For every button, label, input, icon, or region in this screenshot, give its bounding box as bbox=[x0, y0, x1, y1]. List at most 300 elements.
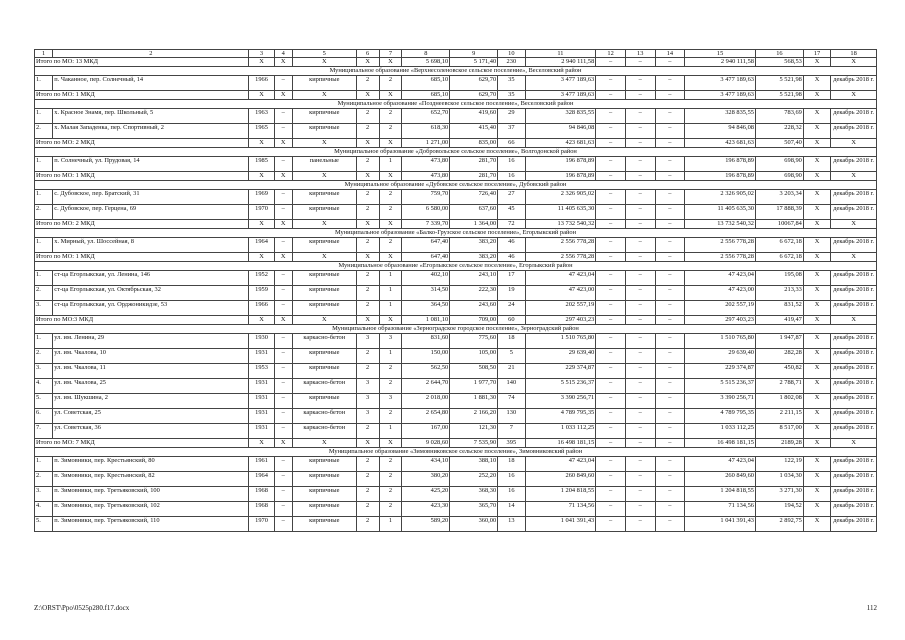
table-cell: кирпичные bbox=[292, 109, 356, 124]
table-cell: 3 bbox=[379, 394, 402, 409]
table-cell: 150,00 bbox=[402, 349, 450, 364]
table-cell: 1964 bbox=[249, 472, 274, 487]
table-cell: – bbox=[625, 439, 655, 448]
table-cell: X bbox=[831, 253, 877, 262]
table-cell: кирпичные bbox=[292, 364, 356, 379]
table-cell: – bbox=[625, 58, 655, 67]
table-cell: – bbox=[625, 334, 655, 349]
table-cell: X bbox=[274, 253, 292, 262]
table-cell: 1 364,00 bbox=[450, 220, 498, 229]
table-cell: декабрь 2018 г. bbox=[831, 334, 877, 349]
table-cell: 3. bbox=[35, 301, 53, 316]
table-cell: X bbox=[274, 439, 292, 448]
table-cell: 8 bbox=[402, 50, 450, 58]
table-cell: 1 041 391,43 bbox=[685, 517, 756, 532]
table-cell: 647,40 bbox=[402, 253, 450, 262]
table-cell: 1 081,10 bbox=[402, 316, 450, 325]
table-cell: 1970 bbox=[249, 517, 274, 532]
table-cell: – bbox=[596, 58, 626, 67]
table-cell: – bbox=[655, 409, 685, 424]
table-cell: 831,52 bbox=[755, 301, 803, 316]
table-cell: – bbox=[625, 502, 655, 517]
table-cell: 2 bbox=[379, 190, 402, 205]
table-cell: 24 bbox=[498, 301, 525, 316]
table-cell: каркасно-бетон bbox=[292, 334, 356, 349]
table-cell: 196 878,89 bbox=[685, 172, 756, 181]
table-cell: 618,30 bbox=[402, 124, 450, 139]
subtotal-row bbox=[35, 172, 877, 181]
table-cell: X bbox=[379, 139, 402, 148]
table-cell: декабрь 2018 г. bbox=[831, 409, 877, 424]
table-cell: Итого по МО:3 МКД bbox=[35, 316, 249, 325]
table-cell: 47 423,04 bbox=[525, 271, 596, 286]
table-cell: 1968 bbox=[249, 487, 274, 502]
table-cell: – bbox=[596, 457, 626, 472]
table-row bbox=[35, 517, 877, 532]
table-cell: – bbox=[596, 472, 626, 487]
table-row bbox=[35, 109, 877, 124]
table-cell: 130 bbox=[498, 409, 525, 424]
table-cell: 16 bbox=[755, 50, 803, 58]
table-cell: 3 bbox=[356, 379, 379, 394]
table-cell: 2 556 778,28 bbox=[685, 253, 756, 262]
table-cell: – bbox=[274, 286, 292, 301]
table-cell: – bbox=[625, 394, 655, 409]
table-cell: – bbox=[596, 124, 626, 139]
table-cell: декабрь 2018 г. bbox=[831, 301, 877, 316]
table-cell: – bbox=[596, 205, 626, 220]
table-row bbox=[35, 502, 877, 517]
table-cell: 229 374,87 bbox=[525, 364, 596, 379]
table-cell: – bbox=[596, 349, 626, 364]
table-row bbox=[35, 205, 877, 220]
footer-file-path: Z:\ORST\Ppo\0525p280.f17.docx bbox=[34, 604, 130, 612]
table-cell: 3 477 189,63 bbox=[685, 91, 756, 100]
table-cell: каркасно-бетон bbox=[292, 379, 356, 394]
table-cell: – bbox=[596, 220, 626, 229]
table-cell: 2. bbox=[35, 205, 53, 220]
table-cell: – bbox=[274, 517, 292, 532]
table-row bbox=[35, 124, 877, 139]
table-cell: 637,60 bbox=[450, 205, 498, 220]
table-cell: 473,80 bbox=[402, 172, 450, 181]
table-cell: 2 556 778,28 bbox=[525, 253, 596, 262]
table-cell: декабрь 2018 г. bbox=[831, 502, 877, 517]
table-cell: Муниципальное образование «Позднеевское сельское поселение», Веселовский район bbox=[35, 100, 877, 109]
table-cell: ул. им. Чкалова, 10 bbox=[53, 349, 249, 364]
table-cell: Итого по МО: 7 МКД bbox=[35, 439, 249, 448]
table-cell: 3 477 189,63 bbox=[525, 76, 596, 91]
table-cell: X bbox=[249, 253, 274, 262]
table-cell: панельные bbox=[292, 157, 356, 172]
table-cell: декабрь 2018 г. bbox=[831, 379, 877, 394]
table-cell: – bbox=[274, 472, 292, 487]
table-cell: – bbox=[655, 205, 685, 220]
table-row bbox=[35, 238, 877, 253]
table-cell: 194,52 bbox=[755, 502, 803, 517]
table-cell: 1. bbox=[35, 157, 53, 172]
table-cell: X bbox=[803, 109, 830, 124]
table-cell: – bbox=[274, 238, 292, 253]
table-cell: 9 028,60 bbox=[402, 439, 450, 448]
table-cell: кирпичные bbox=[292, 286, 356, 301]
table-cell: 365,70 bbox=[450, 502, 498, 517]
table-cell: 402,10 bbox=[402, 271, 450, 286]
table-cell: 709,00 bbox=[450, 316, 498, 325]
table-cell: 1 204 818,55 bbox=[525, 487, 596, 502]
table-cell: декабрь 2018 г. bbox=[831, 190, 877, 205]
table-cell: ст-ца Егорлыкская, ул. Октябрьская, 32 bbox=[53, 286, 249, 301]
table-cell: 383,20 bbox=[450, 253, 498, 262]
table-cell: 14 bbox=[498, 502, 525, 517]
table-cell: 47 423,00 bbox=[525, 286, 596, 301]
table-cell: X bbox=[249, 139, 274, 148]
table-cell: X bbox=[831, 91, 877, 100]
table-cell: Итого по МО: 2 МКД bbox=[35, 139, 249, 148]
table-cell: 14 bbox=[655, 50, 685, 58]
table-cell: 2 bbox=[356, 271, 379, 286]
region-heading-row bbox=[35, 100, 877, 109]
table-cell: 1. bbox=[35, 109, 53, 124]
table-cell: ул. Советская, 25 bbox=[53, 409, 249, 424]
table-cell: X bbox=[803, 190, 830, 205]
table-cell: 508,50 bbox=[450, 364, 498, 379]
table-cell: 3 390 256,71 bbox=[525, 394, 596, 409]
table-cell: Муниципальное образование «Добровольское сельское поселение», Волгодонской район bbox=[35, 148, 877, 157]
table-cell: 4 789 795,35 bbox=[685, 409, 756, 424]
table-cell: 13 732 540,32 bbox=[525, 220, 596, 229]
table-cell: 4. bbox=[35, 379, 53, 394]
table-cell: 2 bbox=[356, 157, 379, 172]
table-cell: кирпичные bbox=[292, 76, 356, 91]
table-cell: – bbox=[625, 238, 655, 253]
table-cell: 5 bbox=[292, 50, 356, 58]
table-cell: X bbox=[379, 439, 402, 448]
table-cell: 1 bbox=[379, 157, 402, 172]
table-cell: X bbox=[803, 349, 830, 364]
table-cell: X bbox=[292, 439, 356, 448]
table-cell: 1970 bbox=[249, 205, 274, 220]
table-cell: X bbox=[249, 91, 274, 100]
table-cell: X bbox=[803, 517, 830, 532]
table-cell: 1 271,00 bbox=[402, 139, 450, 148]
table-cell: 831,60 bbox=[402, 334, 450, 349]
table-cell: X bbox=[292, 139, 356, 148]
table-cell: – bbox=[274, 487, 292, 502]
table-cell: 1952 bbox=[249, 271, 274, 286]
table-cell: X bbox=[803, 472, 830, 487]
table-row bbox=[35, 271, 877, 286]
table-cell: X bbox=[249, 220, 274, 229]
table-cell: X bbox=[803, 439, 830, 448]
table-cell: 167,00 bbox=[402, 424, 450, 439]
table-cell: X bbox=[803, 139, 830, 148]
table-cell: 71 134,56 bbox=[685, 502, 756, 517]
table-cell: кирпичные bbox=[292, 205, 356, 220]
table-cell: кирпичные bbox=[292, 271, 356, 286]
table-cell: 7 bbox=[498, 424, 525, 439]
table-cell: 16 bbox=[498, 472, 525, 487]
table-cell: 568,53 bbox=[755, 58, 803, 67]
table-cell: 1966 bbox=[249, 76, 274, 91]
table-cell: 13 bbox=[625, 50, 655, 58]
table-cell: 2 bbox=[379, 457, 402, 472]
table-cell: 105,00 bbox=[450, 349, 498, 364]
table-cell: – bbox=[596, 394, 626, 409]
table-cell: 4 bbox=[274, 50, 292, 58]
table-cell: X bbox=[803, 124, 830, 139]
table-cell: 2. bbox=[35, 124, 53, 139]
subtotal-row bbox=[35, 91, 877, 100]
table-cell: декабрь 2018 г. bbox=[831, 517, 877, 532]
table-cell: – bbox=[655, 109, 685, 124]
table-cell: 29 639,40 bbox=[685, 349, 756, 364]
table-cell: 419,60 bbox=[450, 109, 498, 124]
table-cell: Итого по МО: 2 МКД bbox=[35, 220, 249, 229]
table-cell: – bbox=[274, 457, 292, 472]
table-row bbox=[35, 76, 877, 91]
table-cell: 243,10 bbox=[450, 271, 498, 286]
table-cell: 2 bbox=[379, 487, 402, 502]
table-cell: 423,30 bbox=[402, 502, 450, 517]
table-cell: 562,50 bbox=[402, 364, 450, 379]
table-cell: – bbox=[596, 439, 626, 448]
table-cell: 7. bbox=[35, 424, 53, 439]
table-cell: 2 bbox=[356, 349, 379, 364]
table-cell: – bbox=[274, 205, 292, 220]
table-cell: 1 bbox=[379, 517, 402, 532]
table-cell: – bbox=[625, 253, 655, 262]
table-cell: X bbox=[356, 316, 379, 325]
table-cell: декабрь 2018 г. bbox=[831, 76, 877, 91]
table-cell: X bbox=[249, 172, 274, 181]
table-cell: 27 bbox=[498, 190, 525, 205]
table-cell: 1969 bbox=[249, 190, 274, 205]
table-cell: – bbox=[274, 124, 292, 139]
table-cell: – bbox=[625, 271, 655, 286]
table-cell: 1968 bbox=[249, 502, 274, 517]
table-cell: 140 bbox=[498, 379, 525, 394]
table-cell: кирпичные bbox=[292, 238, 356, 253]
table-cell: 5 bbox=[498, 349, 525, 364]
table-cell: – bbox=[625, 301, 655, 316]
table-cell: декабрь 2018 г. bbox=[831, 364, 877, 379]
table-cell: х. Малая Западенка, пер. Спортивный, 2 bbox=[53, 124, 249, 139]
table-cell: – bbox=[596, 334, 626, 349]
table-cell: X bbox=[292, 253, 356, 262]
table-cell: – bbox=[655, 439, 685, 448]
region-heading-row bbox=[35, 181, 877, 190]
table-cell: 2 940 111,58 bbox=[525, 58, 596, 67]
table-cell: – bbox=[625, 517, 655, 532]
table-cell: – bbox=[596, 487, 626, 502]
table-cell: – bbox=[596, 190, 626, 205]
table-cell: декабрь 2018 г. bbox=[831, 472, 877, 487]
table-cell: 1 bbox=[379, 424, 402, 439]
table-cell: – bbox=[655, 472, 685, 487]
table-cell: – bbox=[596, 109, 626, 124]
table-cell: X bbox=[803, 205, 830, 220]
table-cell: 2 788,71 bbox=[755, 379, 803, 394]
table-cell: 423 681,63 bbox=[685, 139, 756, 148]
table-cell: Итого по МО: 1 МКД bbox=[35, 172, 249, 181]
table-cell: – bbox=[596, 517, 626, 532]
table-cell: декабрь 2018 г. bbox=[831, 424, 877, 439]
table-cell: X bbox=[803, 457, 830, 472]
table-cell: 5 698,10 bbox=[402, 58, 450, 67]
table-cell: 1953 bbox=[249, 364, 274, 379]
table-cell: 2 bbox=[356, 472, 379, 487]
table-cell: Муниципальное образование «Зимовниковское сельское поселение», Зимовниковский район bbox=[35, 448, 877, 457]
table-cell: 1963 bbox=[249, 109, 274, 124]
table-cell: 647,40 bbox=[402, 238, 450, 253]
table-cell: 2 bbox=[356, 487, 379, 502]
table-cell: 652,70 bbox=[402, 109, 450, 124]
table-cell: X bbox=[274, 139, 292, 148]
table-cell: 775,60 bbox=[450, 334, 498, 349]
table-cell: п. Зимовники, пер. Крестьянский, 82 bbox=[53, 472, 249, 487]
table-cell: X bbox=[356, 439, 379, 448]
region-heading-row bbox=[35, 325, 877, 334]
table-cell: 47 423,04 bbox=[525, 457, 596, 472]
table-cell: – bbox=[274, 271, 292, 286]
table-row bbox=[35, 409, 877, 424]
table-cell: декабрь 2018 г. bbox=[831, 157, 877, 172]
table-cell: – bbox=[274, 409, 292, 424]
region-heading-row bbox=[35, 67, 877, 76]
table-cell: 3 bbox=[356, 394, 379, 409]
table-cell: – bbox=[655, 157, 685, 172]
table-cell: 35 bbox=[498, 91, 525, 100]
table-cell: 1 204 818,55 bbox=[685, 487, 756, 502]
table-cell: 2 bbox=[379, 364, 402, 379]
table-cell: – bbox=[596, 271, 626, 286]
table-cell: 29 bbox=[498, 109, 525, 124]
table-cell: декабрь 2018 г. bbox=[831, 205, 877, 220]
table-cell: – bbox=[596, 76, 626, 91]
table-cell: 6 580,00 bbox=[402, 205, 450, 220]
table-cell: 260 849,60 bbox=[525, 472, 596, 487]
table-cell: кирпичные bbox=[292, 472, 356, 487]
table-cell: X bbox=[379, 58, 402, 67]
table-cell: 698,90 bbox=[755, 157, 803, 172]
table-cell: кирпичные bbox=[292, 124, 356, 139]
table-cell: декабрь 2018 г. bbox=[831, 349, 877, 364]
table-cell: X bbox=[274, 316, 292, 325]
table-cell: 281,70 bbox=[450, 172, 498, 181]
table-cell: Муниципальное образование «Балко-Грузское сельское поселение», Егорлыкский район bbox=[35, 229, 877, 238]
table-cell: X bbox=[249, 439, 274, 448]
table-cell: X bbox=[274, 220, 292, 229]
table-cell: 5. bbox=[35, 394, 53, 409]
table-cell: – bbox=[655, 190, 685, 205]
table-cell: X bbox=[356, 220, 379, 229]
table-cell: X bbox=[274, 58, 292, 67]
table-cell: X bbox=[803, 91, 830, 100]
table-cell: X bbox=[379, 172, 402, 181]
table-cell: 122,19 bbox=[755, 457, 803, 472]
table-cell: 11 bbox=[525, 50, 596, 58]
table-cell: 6 672,18 bbox=[755, 238, 803, 253]
table-cell: 368,30 bbox=[450, 487, 498, 502]
table-cell: 228,32 bbox=[755, 124, 803, 139]
table-cell: Муниципальное образование «Верхнесоленовское сельское поселение», Веселовский район bbox=[35, 67, 877, 76]
table-cell: 196 878,89 bbox=[685, 157, 756, 172]
table-cell: 2 bbox=[356, 238, 379, 253]
subtotal-row bbox=[35, 316, 877, 325]
table-cell: – bbox=[655, 124, 685, 139]
table-cell: 2 556 778,28 bbox=[685, 238, 756, 253]
table-cell: – bbox=[625, 424, 655, 439]
column-number-row bbox=[35, 50, 877, 58]
table-cell: 7 535,90 bbox=[450, 439, 498, 448]
table-cell: Итого по МО: 1 МКД bbox=[35, 253, 249, 262]
table-cell: 16 498 181,15 bbox=[525, 439, 596, 448]
table-cell: – bbox=[655, 364, 685, 379]
table-cell: 1 977,70 bbox=[450, 379, 498, 394]
table-cell: 419,47 bbox=[755, 316, 803, 325]
table-row bbox=[35, 379, 877, 394]
table-cell: 629,70 bbox=[450, 76, 498, 91]
table-cell: 2 892,75 bbox=[755, 517, 803, 532]
table-cell: – bbox=[625, 364, 655, 379]
table-cell: 18 bbox=[498, 457, 525, 472]
table-cell: X bbox=[831, 172, 877, 181]
table-cell: 726,40 bbox=[450, 190, 498, 205]
table-cell: 2 644,70 bbox=[402, 379, 450, 394]
table-cell: с. Дубовское, пер. Братский, 31 bbox=[53, 190, 249, 205]
table-cell: X bbox=[831, 139, 877, 148]
table-cell: – bbox=[655, 334, 685, 349]
table-cell: 2 bbox=[379, 109, 402, 124]
table-cell: 15 bbox=[685, 50, 756, 58]
table-cell: X bbox=[274, 91, 292, 100]
table-cell: 1 bbox=[35, 50, 53, 58]
table-cell: 2 166,20 bbox=[450, 409, 498, 424]
table-cell: 29 639,40 bbox=[525, 349, 596, 364]
table-cell: 1 881,30 bbox=[450, 394, 498, 409]
table-cell: 222,30 bbox=[450, 286, 498, 301]
table-cell: – bbox=[625, 472, 655, 487]
table-cell: 2. bbox=[35, 472, 53, 487]
table-cell: – bbox=[655, 253, 685, 262]
table-row bbox=[35, 349, 877, 364]
table-cell: 35 bbox=[498, 76, 525, 91]
table-cell: кирпичные bbox=[292, 487, 356, 502]
table-cell: 314,50 bbox=[402, 286, 450, 301]
table-cell: – bbox=[596, 157, 626, 172]
table-cell: 1931 bbox=[249, 394, 274, 409]
table-cell: 2 326 905,02 bbox=[685, 190, 756, 205]
table-cell: 2 bbox=[379, 409, 402, 424]
table-cell: кирпичные bbox=[292, 301, 356, 316]
table-cell: 3 bbox=[356, 409, 379, 424]
page-number: 112 bbox=[866, 604, 877, 612]
table-cell: – bbox=[596, 424, 626, 439]
table-cell: – bbox=[625, 316, 655, 325]
table-cell: ст-ца Егорлыкская, ул. Орджоникидзе, 53 bbox=[53, 301, 249, 316]
table-cell: 1931 bbox=[249, 379, 274, 394]
table-cell: – bbox=[596, 253, 626, 262]
table-cell: декабрь 2018 г. bbox=[831, 457, 877, 472]
table-cell: 7 339,70 bbox=[402, 220, 450, 229]
table-cell: 243,60 bbox=[450, 301, 498, 316]
table-cell: – bbox=[655, 394, 685, 409]
subtotal-row bbox=[35, 439, 877, 448]
table-cell: п. Солнечный, ул. Прудовая, 14 bbox=[53, 157, 249, 172]
table-cell: – bbox=[625, 286, 655, 301]
table-cell: X bbox=[803, 157, 830, 172]
